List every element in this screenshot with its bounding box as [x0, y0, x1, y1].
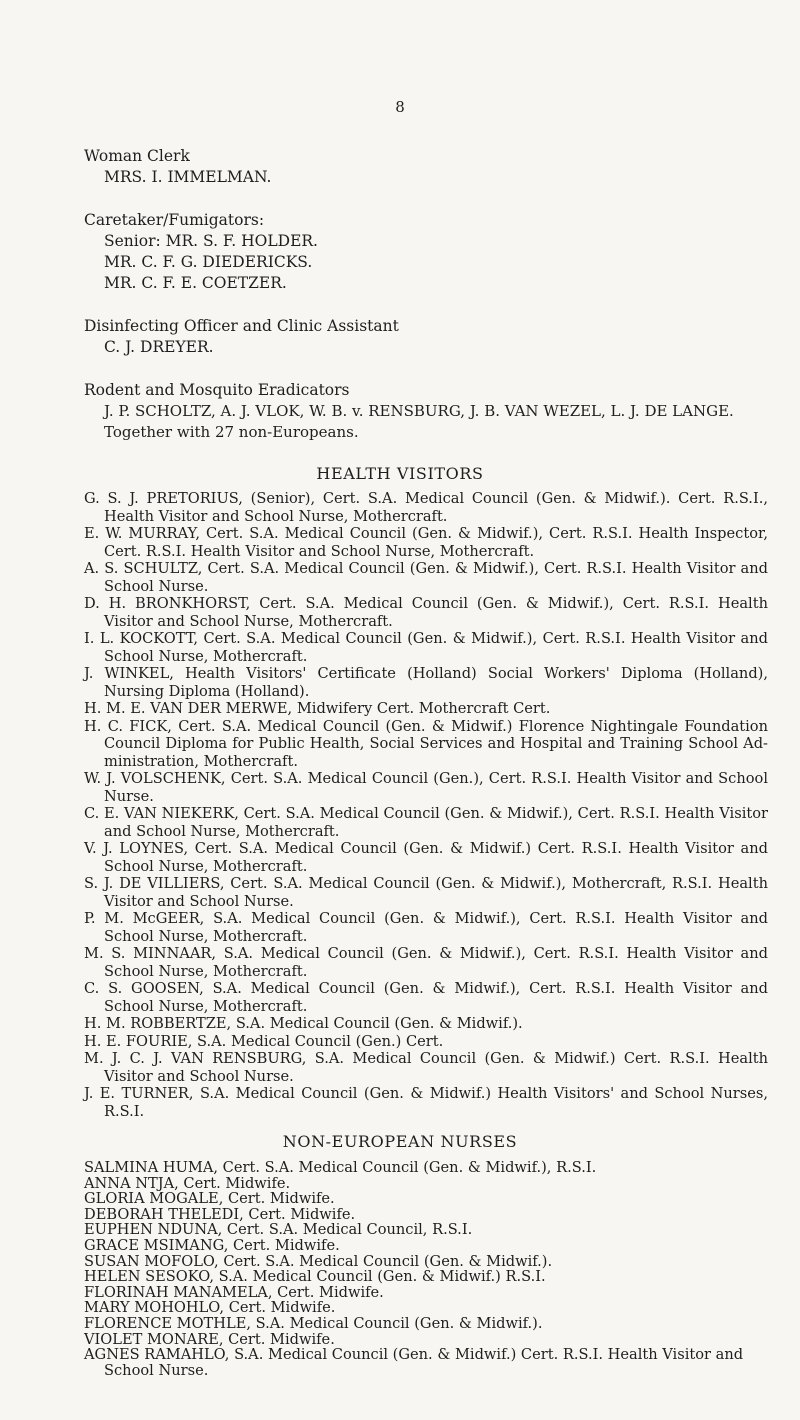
list-item: A. S. SCHULTZ, Cert. S.A. Medical Council (Gen. & Midwif.), Cert. R.S.I. Health Visitor and School Nurse. [84, 560, 768, 595]
list-item: J. WINKEL, Health Visitors' Certificate (Holland) Social Workers' Diploma (Holland), Nursing Diploma (Holland). [84, 665, 768, 700]
list-item: ANNA NTJA, Cert. Midwife. [84, 1174, 291, 1192]
staff-name: MR. C. F. G. DIEDERICKS. [104, 253, 313, 271]
list-item: M. S. MINNAAR, S.A. Medical Council (Gen. & Midwif.), Cert. R.S.I. Health Visitor and School Nurse, Mothercraft. [84, 945, 768, 980]
list-item: FLORINAH MANAMELA, Cert. Midwife. [84, 1283, 384, 1301]
list-item: D. H. BRONKHORST, Cert. S.A. Medical Council (Gen. & Midwif.), Cert. R.S.I. Health Visitor and School Nurse, Mothercraft. [84, 595, 768, 630]
page-number: 8 [395, 98, 405, 116]
list-item: GLORIA MOGALE, Cert. Midwife. [84, 1190, 335, 1208]
health-visitors-heading: HEALTH VISITORS [316, 464, 484, 483]
disinfecting-section [84, 316, 764, 358]
list-item: VIOLET MONARE, Cert. Midwife. [84, 1330, 335, 1348]
list-item: G. S. J. PRETORIUS, (Senior), Cert. S.A. Medical Council (Gen. & Midwif.). Cert. R.S.I., Health Visitor and School Nurse, Mothercraft. [84, 490, 768, 525]
list-item: GRACE MSIMANG, Cert. Midwife. [84, 1236, 340, 1254]
list-item: P. M. McGEER, S.A. Medical Council (Gen. & Midwif.), Cert. R.S.I. Health Visitor and School Nurse, Mothercraft. [84, 910, 768, 945]
list-item: FLORENCE MOTHLE, S.A. Medical Council (Gen. & Midwif.). [84, 1314, 543, 1332]
list-item: SALMINA HUMA, Cert. S.A. Medical Council (Gen. & Midwif.), R.S.I. [84, 1159, 597, 1176]
list-item: C. E. VAN NIEKERK, Cert. S.A. Medical Council (Gen. & Midwif.), Cert. R.S.I. Health Visitor and School Nurse, Mothercraft. [84, 805, 768, 840]
caretaker-section [84, 210, 764, 294]
staff-note: Together with 27 non-Europeans. [104, 423, 359, 441]
list-item: H. M. E. VAN DER MERWE, Midwifery Cert. Mothercraft Cert. [84, 700, 551, 717]
non-european-nurses-heading: NON-EUROPEAN NURSES [282, 1132, 518, 1151]
list-item: H. E. FOURIE, S.A. Medical Council (Gen.) Cert. [84, 1032, 444, 1050]
eradicators-section [84, 380, 784, 443]
list-item: S. J. DE VILLIERS, Cert. S.A. Medical Council (Gen. & Midwif.), Mothercraft, R.S.I. Health Visitor and School Nurse. [84, 875, 768, 910]
list-item: V. J. LOYNES, Cert. S.A. Medical Council (Gen. & Midwif.) Cert. R.S.I. Health Visitor and School Nurse, Mothercraft. [84, 840, 768, 875]
list-item: SUSAN MOFOLO, Cert. S.A. Medical Council (Gen. & Midwif.). [84, 1252, 553, 1270]
list-item: AGNES RAMAHLO, S.A. Medical Council (Gen. & Midwif.) Cert. R.S.I. Health Visitor and School Nurse. [84, 1346, 744, 1379]
section-label: Caretaker/Fumigators: [84, 211, 265, 229]
staff-name: MR. C. F. E. COETZER. [104, 274, 287, 292]
list-item: HELEN SESOKO, S.A. Medical Council (Gen. & Midwif.) R.S.I. [84, 1268, 546, 1286]
list-item: E. W. MURRAY, Cert. S.A. Medical Council (Gen. & Midwif.), Cert. R.S.I. Health Inspector, Cert. R.S.I. Health Visitor and School Nurse, Mothercraft. [84, 525, 768, 560]
list-item: I. L. KOCKOTT, Cert. S.A. Medical Council (Gen. & Midwif.), Cert. R.S.I. Health Visitor and School Nurse, Mothercraft. [84, 630, 768, 665]
list-item: MARY MOHOHLO, Cert. Midwife. [84, 1299, 336, 1317]
staff-name: MRS. I. IMMELMAN. [104, 168, 272, 186]
list-item: H. M. ROBBERTZE, S.A. Medical Council (Gen. & Midwif.). [84, 1015, 523, 1032]
woman-clerk-section [84, 146, 764, 188]
staff-name: Senior: MR. S. F. HOLDER. [104, 232, 318, 250]
section-label: Disinfecting Officer and Clinic Assistant [84, 317, 399, 335]
list-item: H. C. FICK, Cert. S.A. Medical Council (Gen. & Midwif.) Florence Nightingale Foundation Council Diploma for Public Health, Social Services and Hospital and Training School Ad-ministration, Mothercraft. [84, 717, 768, 770]
non-european-nurses-list [84, 1160, 768, 1378]
list-item: J. E. TURNER, S.A. Medical Council (Gen. & Midwif.) Health Visitors' and School Nurses, R.S.I. [84, 1085, 768, 1120]
staff-name: C. J. DREYER. [104, 338, 214, 356]
list-item: W. J. VOLSCHENK, Cert. S.A. Medical Council (Gen.), Cert. R.S.I. Health Visitor and School Nurse. [84, 770, 768, 805]
list-item: EUPHEN NDUNA, Cert. S.A. Medical Council, R.S.I. [84, 1221, 473, 1239]
section-label: Woman Clerk [84, 147, 190, 165]
list-item: C. S. GOOSEN, S.A. Medical Council (Gen. & Midwif.), Cert. R.S.I. Health Visitor and School Nurse, Mothercraft. [84, 980, 768, 1015]
list-item: DEBORAH THELEDI, Cert. Midwife. [84, 1205, 356, 1223]
section-label: Rodent and Mosquito Eradicators [84, 381, 350, 399]
staff-names: J. P. SCHOLTZ, A. J. VLOK, W. B. v. RENSBURG, J. B. VAN WEZEL, L. J. DE LANGE. [104, 402, 734, 420]
health-visitors-list [84, 490, 768, 1120]
list-item: M. J. C. J. VAN RENSBURG, S.A. Medical Council (Gen. & Midwif.) Cert. R.S.I. Health Visitor and School Nurse. [84, 1050, 768, 1085]
